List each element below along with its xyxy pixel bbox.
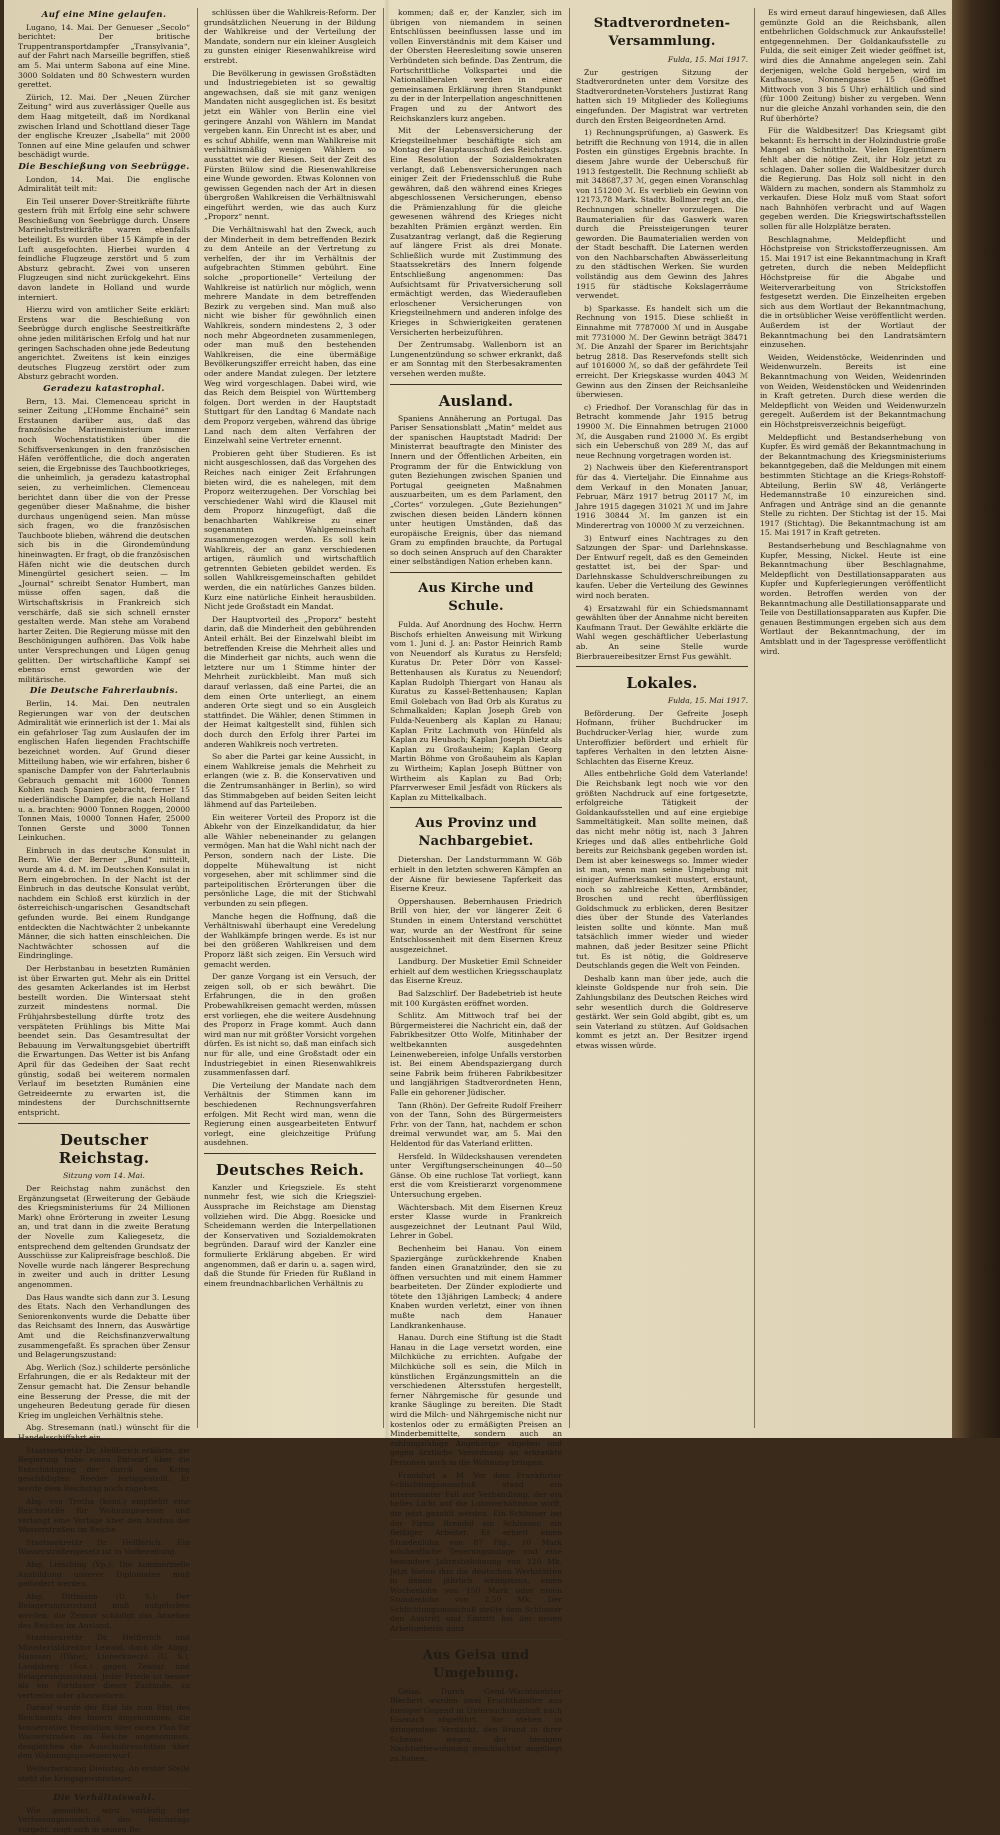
kanzler-continuation-paragraph: kommen; daß er, der Kanzler, sich im übrigen von niemandem in seinen Entschlüssen beeinflussen lasse und im vollen Einverständnis mit dem Kaiser und der Obersten Heeresleitung sowie unseren Verbündeten sich befinde. Das Zentrum, die Fortschrittliche Volkspartei und die Nationalliberalen werden in einer gemeinsamen Erklärung ihren Standpunkt zu der in der Interpellation angeschnittenen Fragen und zu der Antwort des Reichskanzlers kurz angeben. [390, 8, 562, 123]
lokales-paragraph: Für die Waldbesitzer! Das Kriegsamt gibt bekannt: Es herrscht in der Holzindustrie große Mangel an Schnittholz. Vielen Eigentümern fehlt aber die nötige Zeit, ihr Holz jetzt zu schlagen. Daher sollen die Waldbesitzer durch die Regierung. Das Holz soll nicht in den Wäldern zu machen, sondern als Stammholz zu verkaufen. Diese Holz muß vom Staat sofort nach Bahnhöfen verbracht und auf Wagen gegeben werden. Die Kriegswirtschaftsstellen sollen für alle Holzplätze beraten. [760, 126, 946, 232]
provinz-paragraph: Bechenheim bei Hanau. Von einem Spaziergänge zurückkehrende Knaben fanden einen Granatzünder, den sie zu öffnen versuchten und mit einem Hammer bearbeiteten. Der Zünder explodierte und tötete den 13jährigen Lambeck; 4 andere Knaben wurden verletzt, einer von ihnen mußte nach dem Hanauer Landkrankenhause. [390, 1243, 562, 1330]
column-4 [576, 8, 748, 1428]
reichstag-paragraph: Abg. Stresemann (natl.) wünscht für die Handelsschiffahrt ein. [18, 1423, 190, 1442]
reichstag-dateline: Sitzung vom 14. Mai. [63, 1170, 145, 1180]
reichstag-paragraph: Staatssekretär Dr. Helfferich erklärte, die Regierung habe einen Entwurf über die Entschädigung der durch den Krieg geschädigten Reeder fertiggestellt. Er werde dem Reichstag noch zugehen. [18, 1445, 190, 1493]
provinz-paragraph: Dietershan. Der Landsturmmann W. Göb erhielt in den letzten schweren Kämpfen an der Aisne für bewiesene Tapferkeit das Eiserne Kreuz. [390, 855, 562, 894]
reichstag-paragraph: Abg. von Trotha (kons.) empfiehlt eine Reichsstelle für Wohnungswesen und verlangt eine Vorlage über den Ausbau der Wasserstraßen im Reiche. [18, 1496, 190, 1535]
reichstag-heading: Deutscher Reichstag. [58, 1130, 150, 1167]
column-2 [204, 8, 376, 1428]
stadtv-paragraph: c) Friedhof. Der Voranschlag für das in Betracht kommende Jahr 1915 betrug 19900 ℳ. Die Einnahmen betrugen 21000 ℳ, die Ausgaben rund 21000 ℳ. Es ergibt sich ein Ueberschuß von 289 ℳ, das auf neue Rechnung vorgetragen worden ist. [576, 402, 748, 460]
wallenborn-paragraph: Der Zentrumsabg. Wallenborn ist an Lungenentzündung so schwer erkrankt, daß er am Sonntag mit den Sterbesakramenten versehen werden mußte. [390, 340, 562, 378]
fahrerlaubnis-paragraph: Berlin, 14. Mai. Den neutralen Regierungen war von der deutschen Admiralität wie erinnerlich ist der 1. Mai als ein gefahrloser Tag zum Auslaufen der im englischen Hafen liegenden Frachtschiffe bezeichnet worden. Auf Grund dieser Mitteilung haben, wie wir erfahren, bisher 6 spanische Dampfer von der Fahrterlaubnis Gebrauch gemacht mit 16000 Tonnen Kohlen nach Spanien gebracht, ferner 15 niederländische Dampfer, die nach Holland u. a. brachten: 9000 Tonnen Roggen, 20000 Tonnen Mais, 10000 Tonnen Hafer, 25000 Tonnen Gerste und 3000 Tonnen Leinkuchen. [18, 698, 190, 843]
verhaeltniswahl-heading: Die Verhältniswahl. [53, 1793, 155, 1804]
section-divider [390, 572, 562, 573]
reichstag-paragraph: Der Reichstag nahm zunächst den Ergänzungsetat (Erweiterung der Gebäude des Kriegsministeriums für 24 Millionen Mark) ohne Erörterung in zweiter Lesung an, und trat dann in die zweite Beratung der Novelle zum Kaliegesetz, die entsprechend dem geltenden Grundsatz der Ausschüsse zur Kalipreisfrage beschloß. Die Novelle wurde nach längerer Besprechung in zweiter und auch in dritter Lesung angenommen. [18, 1184, 190, 1290]
reichstag-paragraph: Abg. Werlich (Soz.) schilderte persönliche Erfahrungen, die er als Redakteur mit der Zensur gemacht hat. Die Zensur behandle eine Besserung der Presse, die mit der ungeheuren Bedeutung gerade für diesen Krieg im ungleichen Verhältnis stehe. [18, 1362, 190, 1420]
provinz-heading: Aus Provinz und Nachbargebiet. [415, 816, 537, 850]
mine-paragraph: Lugano, 14. Mai. Der Genueser „Secolo“ berichtet: Der britische Truppentransportdampfer „Transylvania“, auf der Fahrt nach Marseille begriffen, stieß am 5. Mai unterm Sabona auf eine Mine. 3000 Soldaten und 80 Schwestern wurden gerettet. [18, 22, 190, 90]
book-binding [952, 0, 1000, 1438]
newspaper-page [4, 0, 952, 1834]
provinz-paragraph: Frankfurt a. M. Vor dem Frankfurter Schlichtungsausschuß stand ein interessanter Fall zur Verhandlung, der ein helles Licht auf die Lohnverhältnisse wirft, die jetzt gezahlt werden. Ein Schlosser bei der Firma Brendel ein Schlosser, ein fleißiger Arbeiter. Er erhielt einen Stundenlohn von 87 Pfg., 10 Mark wöchentliche Teuerungszulage und eine besondere Jahresbelohnung von 120 Mk. Jetzt bieten ihm die deutschen Werkstätten in denen jährlich wenigstens, einen Wochenlohn von 150 Mark oder einen Stundenlohn von 2,50 Mk. Der Schlichtungsausschuß stellte dem Schlosser den Austritt und Eintritt bei der neuen Arbeitgeberin ganz. [390, 1470, 562, 1634]
reich-paragraph: Kanzler und Kriegsziele. Es steht nunmehr fest, wie sich die Kriegsziel-Aussprache im Reichstage am Dienstag vollziehen wird. Die Abgg. Roesicke und Scheidemann werden die Interpellationen der Konservativen und Sozialdemokraten begründen. Darauf wird der Kanzler eine formulierte Erklärung abgeben. Er wird angenommen, daß er darin u. a. sagen wird, daß die Stunde für Frieden für Rußland in einem freundnachbarlichen Verhältnis zu [204, 1182, 376, 1288]
kirche-paragraph: Fulda. Auf Anordnung des Hochw. Herrn Bischofs erhielten Anweisung mit Wirkung vom 1. Juni d. J. an: Pastor Heinrich Ramb von Neuendorf als Kuratus zu Hersfeld; Kuratus Dr. Peter Dörr von Kassel-Bettenhausen als Kuratus zu Neuendorf; Kaplan Rudolph Thiergart von Hanau als Kuratus zu Kassel-Bettenhausen; Kaplan Emil Golebach von Bad Orb als Kuratus zu Schmalkalden; Kaplan Joseph Greb von Fulda-Neuenberg als Kaplan zu Hanau; Kaplan Fritz Lachmuth von Hünfeld als Kaplan zu Heubach; Kaplan Joseph Dietz als Kaplan zu Großauheim; Kaplan Georg Martin Böhme von Großauheim als Kaplan zu Wirtheim; Kaplan Joseph Büttner von Wirtheim als Kaplan zu Bad Orb; Pfarrverweser Emil Jesfädt von Rückers als Kaplan zu Mittelkalbach. [390, 620, 562, 802]
column-rule [754, 8, 755, 1428]
katastrophal-paragraph: Bern, 13. Mai. Clemenceau spricht in seiner Zeitung „L’Homme Enchainé“ sein Erstaunen darüber aus, daß das französische Marineministerium immer noch Wochenstatistiken über die Schiffsversenkungen in den französischen Häfen veröffentliche, die doch angeraten seien, die Ergebnisse des Tauchbootkrieges, die unheimlich, ja geradezu katastrophal seien, zu verheimlichen. Clemenceau berichtet dann über die von der Presse gegenüber dieser Maßnahme, die bisher durchaus ungenügend seien. Man müsse sich fragen, wo die französischen Tauchboote blieben, während die deutschen sich bis in die Girondemündung hineinwagten. Er fragt, ob die französischen Häfen nicht wie die deutschen durch Minengürtel gesichert seien. — Im „Journal“ schreibt Senator Humbert, man müsse offen sagen, daß die Wirtschaftskrisis in Frankreich sich verschärfe, daß sie sich schnell ernster gestalten werde. Man stehe am Vorabend harter Zeiten. Die Regierung müsse mit den Beschönigungen aufhören. Das Volk habe unter Versprechungen und Lügen genug gelitten. Der wirtschaftliche Kampf sei ebenso ernst geworden wie der militärische. [18, 396, 190, 684]
provinz-paragraph: Bad Salzschlirf. Der Badebetrieb ist heute mit 100 Kurgästen eröffnet worden. [390, 989, 562, 1008]
stadtverordneten-heading: Stadtverordneten-Versammlung. [593, 16, 731, 49]
geisa-heading: Aus Geisa und Umgebung. [422, 1647, 530, 1681]
column-3 [390, 8, 562, 1763]
lokales-paragraph: Beförderung. Der Gefreite Joseph Hofmann, früher Buchdrucker im Buchdrucker-Verlag hier, wurde zum Unteroffizier befördert und erhielt für tapferes Verhalten in den letzten Aisne-Schlachten das Eiserne Kreuz. [576, 708, 748, 766]
ausland-heading: Ausland. [438, 391, 514, 410]
wahl-continuation-paragraph: schlüssen über die Wahlkreis-Reform. Der grundsätzlichen Neuerung in der Bildung der Wahlkreise und der Verteilung der Mandate, sondern nur ein kleiner Ausgleich zu gunsten einiger Riesenwahlkreise wird erstrebt. [204, 8, 376, 65]
column-rule [197, 8, 198, 1428]
stadtv-paragraph: b) Sparkasse. Es handelt sich um die Rechnung von 1915. Diese schließt in Einnahme mit 7787000 ℳ und in Ausgabe mit 7731000 ℳ. Der Gewinn beträgt 38471 ℳ. Die Anzahl der Sparer im Berichtsjahr betrug 2818. Das Reservefonds stellt sich auf 1016000 ℳ, so daß der gefährdete Teil erreicht. Der Kriegskasse wurden 4043 ℳ Gewinn aus den Zinsen der Reichsanleihe überwiesen. [576, 303, 748, 400]
section-divider [390, 1639, 562, 1640]
section-divider [576, 666, 748, 667]
fahrerlaubnis-heading: Die Deutsche Fahrerlaubnis. [29, 686, 179, 697]
lokales-paragraph: Bestandserhebung und Beschlagnahme von Kupfer, Messing, Nickel. Heute ist eine Bekanntmachung über Beschlagnahme, Meldepflicht von Destillationsapparaten aus Kupfer und Kupferlegierungen veröffentlicht worden. Betroffen werden von der Bekanntmachung alle Destillationsapparate und Teile von Destillationsapparaten aus Kupfer. Die genauen Bestimmungen ergeben sich aus dem Wortlaut der Bekanntmachung, der im Amtsblatt und in der Tagespresse veröffentlicht wird. [760, 541, 946, 656]
wahl-continuation-paragraph: Probieren geht über Studieren. Es ist nicht ausgeschlossen, daß das Vorgehen des Reiches nach einiger Zeit Erfahrungen bieten wird, die es nahelegen, mit dem Proporz weiterzugehen. Der Vorschlag bei verschiedener Wahl wird die Klausel mit dem Proporz hinzugefügt, daß die benachbarten Wahlkreise zu einer sogenannten Wahlgemeinschaft zusammengezogen werden. Es soll kein Wahlkreis, der an ganz verschiedenen artigen, räumlich und wirtschaftlich getrennten Gebieten gebildet werden. Es sollen Wahlkreisgemeinschaften gebildet werden, die ein natürliches Ganzes bilden. Kurz eine natürliche Einheit herausbilden. Nicht jede Großstadt ein Mandat. [204, 448, 376, 612]
lokales-dateline: Fulda, 15. Mai 1917. [667, 696, 748, 706]
seebruegge-paragraph: London, 14. Mai. Die englische Admiralität teilt mit: [18, 174, 190, 194]
geisa-paragraph: Geisa. Durch Gend.-Wachtmeister Blechert wurden zwei Fruchthändler aus hiesiger Gegend in Untersuchungshaft nach Eisenach abgeführt. Sie stehen in dringendem Verdacht, den Brand in ihrer Scheune wegen der hiesigen Nachbarbewohnung geschlachtet angeliegt zu haben. [390, 1686, 562, 1763]
stadtv-paragraph: 1) Rechnungsprüfungen, a) Gaswerk. Es betrifft die Rechnung von 1914, die in allen Posten ein günstiges Ergebnis brachte. In diesem Jahre wurde der Ueberschuß für 1913 festgestellt. Die Rechnung schließt ab mit 348687,37 ℳ, gegen einen Voranschlag von 151200 ℳ. Es verblieb ein Gewinn von 12173,78 Mark. Stadtv. Bollmer regt an, die Rechnungen schneller vorzulegen. Die Baumaterialien für das Gaswerk waren durch die Preissteigerungen teurer geworden. Die Baumaterialien werden von der Stadt beschafft. Die Laternen werden von den Nachbarschaften Abwässerleitung zu den städtischen Werken. Sie wurden vollständig aus dem Gewinn des Jahres 1915 für städtische Kokslagerräume verwendet. [576, 128, 748, 301]
provinz-paragraph: Hanau. Durch eine Stiftung ist die Stadt Hanau in die Lage versetzt worden, eine Milchküche zu errichten. Aufgabe der Milchküche soll es sein, die Milch in künstlichen Ergänzungsmitteln an die verschiedenen Altersstufen hergestellt, ferner Nährgemische für gesunde und kranke Säuglinge zu bereiten. Die Stadt wird die Milch- und Nährgemische nicht nur kostenlos oder zu ermäßigten Preisen an Minderbemittelte, sondern auch an zahlungsfähige Angehörige abgeben und gegen ärztliche Verordnung an erkrankte Personen auch in die Wohnung bringen. [390, 1333, 562, 1467]
lokales-paragraph: Weiden, Weidenstöcke, Weidenrinden und Weidenwurzeln. Bereits ist eine Bekanntmachung von Weiden, Weidenrinden von Weiden, Weidenstöcken und Weidenrinden in Kraft getreten. Durch diese werden die Meldepflicht von Weiden und Weidenwurzeln geregelt. Außerdem ist der Bekanntmachung ein Höchstpreisverzeichnis beigefügt. [760, 352, 946, 429]
kirche-schule-heading: Aus Kirche und Schule. [418, 581, 534, 615]
konsulat-paragraph: Einbruch in das deutsche Konsulat in Bern. Wie der Berner „Bund“ mitteilt, wurde am 4. d. M. im Deutschen Konsulat in Bern eingebrochen. In der Nacht ist der Einbruch in das deutsche Konsulat verübt, nachdem ein Schloß erst kürzlich in der österreichisch-ungarischen Gesandtschaft gefunden wurde. Bei einem Rundgange entdeckten die Nachtwächter 2 unbekannte Männer, die sich hatten einschleichen. Die Nachtwächter schossen auf die Eindringlinge. [18, 845, 190, 961]
wahl-continuation-paragraph: Der Hauptvorteil des „Proporz“ besteht darin, daß die Minderheit den gebührenden Anteil erhält. Bei der Einzelwahl bleibt im betreffenden Kreise die Mehrheit alles und die Minderheit gar nichts, auch wenn die letztere nur um 1 Stimme hinter der Mehrheit zurückbleibt. Man muß sich darauf verlassen, daß eine Partei, die an dem einen Orte unterliegt, an einem anderen Orte siegt und so ein Ausgleich stattfindet. Die Wähler, denen Stimmen in der Heimat kaltgestellt sind, fühlen sich doch durch den Erfolg ihrer Partei im anderen Wahlkreis noch vertreten. [204, 614, 376, 749]
wahl-continuation-paragraph: Die Bevölkerung in gewissen Großstädten und Industriegebieten ist so gewaltig angewachsen, daß sie mit ganz wenigen Mandaten nicht ausgeglichen ist. Es besitzt jetzt ein Wähler von Berlin eine viel geringere Anzahl von Wählern im Mandat vergeben kann. Ein Unrecht ist es aber, und es schuf Abhilfe, wenn man Wahlkreise mit verhältnismäßig wenigen Wählern so ausstattet wie der Riesen. Seit der Zeit des Fürsten Bülow sind die Riesenwahlkreise eine Wunde geworden. Etwas Kolonnen von gewissen Gegenden nach der Art in diesen übergroßen Wahlkreisen die Verhältniswahl eingeführt werden, wie das auch Kurz „Proporz“ nennt. [204, 68, 376, 222]
stadtv-paragraph: 2) Nachweis über den Kieferentransport für das 4. Vierteljahr. Die Einnahme aus dem Verkauf in den Monaten Januar, Februar, März 1917 betrug 20117 ℳ, im Jahre 1915 dagegen 31021 ℳ und im Jahre 1916 30844 ℳ. Im ganzen ist ein Minderertrag von 10000 ℳ zu verzeichnen. [576, 463, 748, 530]
katastrophal-heading: Geradezu katastrophal. [43, 383, 165, 394]
wahl-continuation-paragraph: Die Verteilung der Mandate nach dem Verhältnis der Stimmen kann im beschiedenen Rechnungsverfahren erfolgen. Mit Recht wird man, wenn die Regierung einen ausgearbeiteten Entwurf vorlegt, eine gleichzeitige Prüfung ausdehnen. [204, 1080, 376, 1148]
lebensversicherung-paragraph: Mit der Lebensversicherung der Kriegsteilnehmer beschäftigte sich am Montag der Hauptausschuß des Reichstags. Eine Resolution der Sozialdemokraten verlangt, daß Lebensversicherungen nach einiger Zeit der Friedensschluß die Ruhe gewähren, daß den während eines Krieges abgeschlossenen Versicherungen, ebenso die Prämienzahlung für die gleiche gewesenen während des Krieges nicht bezahlten Prämien ergänzt werden. Ein Zusatzantrag verlangt, daß die Regierung auf längere Frist als drei Monate. Schließlich wurde mit Zustimmung des Staatssekretärs des Innern folgende Entschließung angenommen: Das Aufsichtsamt für Privatversicherung soll ermächtigt werden, das Wiederaufleben erloschener Versicherungen von Kriegsteilnehmern und anderen infolge des Krieges in Schwierigkeiten geratenen Versicherten herbeizuführen. [390, 126, 562, 337]
wahl-continuation-paragraph: Die Verhältniswahl hat den Zweck, auch der Minderheit in dem betreffenden Bezirk zu dem Anteile an der Vertretung zu verhelfen, der ihr im Verhältnis der aufgebrachten Stimmen gebührt. Eine solche „proportionelle“ Verteilung der Wahlkreise ist natürlich nur möglich, wenn mehrere Mandate in dem betreffenden Bezirk zu vergeben sind. Man muß also nicht wie bisher für gewöhnlich einen Wahlkreis, sondern mindestens 2, 3 oder noch mehr Abgeordneten zusammenlegen, oder man muß den bestehenden Wahlkreisen, die eine übermäßige Bevölkerungsziffer erreicht haben, das eine oder andere Mandat zulegen. Der letztere Weg wird vorgeschlagen. Dabei wird, wie das Reich dem Beispiel von Württemberg folgen. Dort werden in der Hauptstadt Stuttgart für den Landtag 6 Mandate nach dem Proporz vergeben, während das übrige Land nach dem alten Verfahren der Einzelwahl seine Vertreter ernennt. [204, 225, 376, 446]
reichstag-paragraph: Staatssekretär Dr. Helfferich und Ministerialdirektor Lewald, dann die Abgg. Hanssen (Däne), Lieberknecht (U. S.), Landsberg (Soz.) gegen Zensur und Belagerungszustand. Jeder Friede ist besser als ein Fortdauer dieser Zustände, zu vertreten oder abzuwehren. [18, 1633, 190, 1700]
rumaenien-paragraph: Der Herbstanbau in besetzten Rumänien ist über Erwarten gut. Mehr als ein Drittel des gesamten Ackerlandes ist im Herbst bestellt worden. Die Wintersaat steht zurzeit mindestens normal. Die Frühjahrsbestellung dürfte trotz des verspäteten Frühlings bis Mitte Mai beendet sein. Das Gesamtresultat der Bebauung im Verwaltungsgebiet übertrifft die Erwartungen. Das Wetter ist bis Anfang April für das Gedeihen der Saat recht günstig, sodaß bei weiterem normalen Verlauf im besetzten Rumänien eine Getreideernte zu erwarten ist, die mindestens der Durchschnittsernte entspricht. [18, 964, 190, 1117]
lokales-paragraph: Es wird erneut darauf hingewiesen, daß Alles gemünzte Gold an die Reichsbank, allen entbehrlichen Goldschmuck zur Ankaufsstelle! entgegennehmen. Der Goldankaufsstelle zu Fulda, die seit einiger Zeit wieder geöffnet ist, wird dies die Annahme angelegen sein. Zahl derjenigen, welche Gold hergeben, wird im Kaufhause, Nonnengasse 15 (Geöffnet Mittwoch von 3 bis 5 Uhr) erhältlich und sind (für 1000 Zeitung) bisher zu vergeben. Wenn nur die gleiche Anzahl vorhanden sein, die den Ruf überhörte? [760, 8, 946, 123]
provinz-paragraph: Oppershausen. Bebernhausen Friedrich Brill von hier, der vor längerer Zeit 6 Stunden in einem Unterstand verschüttet war, wurde an der Westfront für seine Entschlossenheit mit dem Eisernen Kreuz ausgezeichnet. [390, 896, 562, 954]
lokales-heading: Lokales. [626, 674, 698, 693]
stadtverordneten-dateline: Fulda, 15. Mai 1917. [667, 55, 748, 64]
wahl-continuation-paragraph: Ein weiterer Vorteil des Proporz ist die Abkehr von der Einzelkandidatur, da hier alle Wähler nebeneinander zu gelangen vermögen. Man hat die Wahl nicht nach der Person, sondern nach der Liste. Die doppelte Mühewaltung ist nicht vorgesehen, aber mit schlimmer sind die parteipolitischen Erörterungen über die persönliche Lage, die mit der Stichwahl verbunden zu sein pflegen. [204, 812, 376, 909]
provinz-paragraph: Schlitz. Am Mittwoch traf bei der Bürgermeisterei die Nachricht ein, daß der Fabrikbesitzer Otto Wolfe, Mitinhaber der weltbekannten ausgedehnten Leinenwebereien, infolge Unfalls verstorben ist. Bei einem Abendspaziergang durch seine Fabrik beim früheren Fabrikbesitzer und langjährigen Stadtverordneten Henn, Falle ein gehorener Jüdischer. [390, 1011, 562, 1097]
column-1 [18, 8, 190, 1834]
lokales-paragraph: Meldepflicht und Bestandserhebung von Kupfer. Es wird gemäß der Bekanntmachung in der Bekanntmachung des Kriegsministeriums bekanntgegeben, daß die Meldungen mit einem bestimmten Stichtage an die Kriegs-Rohstoff-Abteilung, Berlin SW 48, Verlängerte Hedemannstraße 10 einzureichen sind. Anfragen und Anträge sind an die genannte Stelle zu richten. Der Stichtag ist der 15. Mai 1917 (Stichtag). Die Bekanntmachung ist am 15. Mai 1917 in Kraft getreten. [760, 432, 946, 538]
provinz-paragraph: Wächtersbach. Mit dem Eisernen Kreuz erster Klasse wurde in Frankreich ausgezeichnet der Leutnant Paul Wild, Lehrer in Gobel. [390, 1202, 562, 1241]
verhaeltniswahl-paragraph: Wie gemeldet, wird vorläufig der Verfassungsausschuß des Reichstags vorgeht, zeigt sich in seinen Be- [18, 1805, 190, 1834]
provinz-paragraph: Hersfeld. In Wildeckshausen verendeten unter Vergiftungserscheinungen 40—50 Gänse. Ob eine ruchlose Tat vorliegt, kann erst die vom Kreistierarzt vorgenommene Untersuchung ergeben. [390, 1151, 562, 1199]
section-divider [18, 1788, 190, 1789]
reichstag-paragraph: Darauf wurde der Etat bis zum Etat des Reichsamts des Innern angenommen, die konservative Resolution über einen Plan für Wasserstraßen im Reiche angenommen, desgleichen die Ausschußresolution über den Wohnungsgesetzentwurf. [18, 1703, 190, 1761]
section-divider [390, 807, 562, 808]
mine-paragraph: Zürich, 12. Mai. Der „Neuen Zürcher Zeitung“ wird aus zuverlässiger Quelle aus dem Haag mitgeteilt, daß im Nordkanal zwischen Irland und Schottland dieser Tage der englische Kreuzer „Isabella“ mit 2000 Tonnen auf eine Mine gelaufen und schwer beschädigt wurde. [18, 92, 190, 160]
reichstag-paragraph: Abg. Dittmann (U. S.): Der Belagerungszustand muß aufgehoben werden; die Zensur schädigt das Ansehen des Reiches im Ausland. [18, 1591, 190, 1630]
provinz-paragraph: Tann (Rhön). Der Gefreite Rudolf Freiherr von der Tann, Sohn des Bürgermeisters Frhr. von der Tann, hat, nachdem er schon dreimal verwundet war, am 5. Mai den Heldentod für das Vaterland erlitten. [390, 1100, 562, 1148]
deutsches-reich-heading: Deutsches Reich. [215, 1160, 365, 1179]
column-5 [760, 8, 946, 1428]
wahl-continuation-paragraph: So aber die Partei gar keine Aussicht, in einem Wahlkreise jemals die Mehrheit zu erlangen (wie z. B. die Konservativen und die Zentrumsanhänger in Berlin), so wird das Stimmabgeben auf beiden Seiten leicht lähmend auf das Parteileben. [204, 752, 376, 810]
provinz-paragraph: Landburg. Der Musketier Emil Schneider erhielt auf dem westlichen Kriegsschauplatz das Eiserne Kreuz. [390, 957, 562, 986]
reichstag-paragraph: Weiterberatung Dienstag. An erster Stelle steht die Kriegsgewinnsteuer. [18, 1763, 190, 1783]
seebruegge-paragraph: Hierzu wird von amtlicher Seite erklärt: Erstens war die Beschießung von Seebrügge durch englische Seestreitkräfte ohne jeden militärischen Erfolg und hat nur geringen Sachschaden ohne jede Bedeutung angerichtet. Zweitens ist kein einziges deutsches Flugzeug zerstört oder zum Absturz gebracht worden. [18, 305, 190, 382]
seebruegge-paragraph: Ein Teil unserer Dover-Streitkräfte führte gestern früh mit Erfolg eine sehr schwere Beschießung von Seebrügge durch. Unsere Marineluftstreitkräfte waren ebenfalls beteiligt. Es wurden über 15 Kämpfe in der Luft ausgefochten. Hierbei wurden 4 feindliche Flugzeuge zerstört und 5 zum Absturz gebracht. Zwei von unseren Flugzeugen sind nicht zurückgekehrt. Eins davon landete in Holland und wurde interniert. [18, 196, 190, 302]
stadtv-paragraph: Zur gestrigen Sitzung der Stadtverordneten unter dem Vorsitze des Stadtverordneten-Vorstehers Justizrat Rang hatten sich 19 Mitglieder des Kollegiums eingefunden. Der Magistrat war vertreten durch den Ersten Beigeordneten Arnd. [576, 67, 748, 125]
ausland-paragraph: Spaniens Annäherung an Portugal. Das Pariser Sensationsblatt „Matin“ meldet aus der spanischen Hauptstadt Madrid: Der Ministerrat beauftragte den Minister des Innern und der Öffentlichen Arbeiten, ein Programm der für die Entwicklung von guten Beziehungen zwischen Spanien und Portugal geeigneten Maßnahmen auszuarbeiten, um es dem Parlament, den „Cortes“ vorzulegen. „Gute Beziehungen“ zwischen diesen beiden Ländern können unter heutigen Umständen, daß das europäische Ereignis, über das niemand Gram zu empfinden brauchte, da Portugal so doch seinen Anspruch auf den Charakter einer selbständigen Nation erheben kann. [390, 413, 562, 567]
section-divider [18, 1123, 190, 1124]
wahl-continuation-paragraph: Der ganze Vorgang ist ein Versuch, der zeigen soll, ob er sich bewährt. Die Erfahrungen, die in den großen Probewahlkreisen gemacht werden, müssen erst vorliegen, ehe die weitere Ausdehnung des Proporz in Frage kommt. Auch dann wird man nur mit größter Vorsicht vorgehen dürfen. Es ist nicht so, daß man einfach sich nur für alle, und eine Großstadt oder ein Industriegebiet in einen Riesenwahlkreis zusammenfassen darf. [204, 972, 376, 1078]
lokales-paragraph: Alles entbehrliche Gold dem Vaterlande! Die Reichsbank legt noch wie vor den größten Nachdruck auf eine fortgesetzte, erfolgreiche Tätigkeit der Goldankaufsstellen und auf eine ergiebige Sammeltätigkeit. Man sollte meinen, daß das nicht mehr nötig ist, nach 3 Jahren Krieges und daß alles entbehrliche Gold bereits zur Reichsbank gegeben worden ist. Dem ist aber keineswegs so. Immer wieder ist man, wenn man seine Umgebung mit einiger Aufmerksamkeit mustert, erstaunt, noch so zahlreiche Ketten, Armbänder, Broschen und recht überflüssigen Goldschmuck zu erblicken, deren Besitzer dies über der Stunde des Vaterlandes leisten sollte und könnte. Man muß tatsächlich immer wieder und wieder mahnen, daß jeder Besitzer seine Pflicht tut. Es ist nötig, die Goldreserve Deutschlands gegen die Welt von Feinden. [576, 769, 748, 971]
reichstag-paragraph: Das Haus wandte sich dann zur 3. Lesung des Etats. Nach den Verhandlungen des Seniorenkonvents wurde die Debatte über das Reichsamt des Innern, das Auswärtige Amt und die Reichsfinanzverwaltung zusammengefaßt. Es sprachen über Zensur und Belagerungszustand: [18, 1292, 190, 1360]
reichstag-paragraph: Abg. Liesching (Vp.): Die kommerzielle Ausbildung unserer Diplomaten muß gefördert werden. [18, 1560, 190, 1589]
lokales-paragraph: Deshalb kann man über jede, auch die kleinste Goldspende nur froh sein. Die Zahlungsbilanz des Deutschen Reiches wird sehr wesentlich durch die Goldreserve gestärkt. Wer sein Gold abgibt, gibt es, um sein Vaterland zu stützen. Auf Goldsachen kommt es jetzt an. Der Besitzer irgend etwas wissen würde. [576, 973, 748, 1050]
seebruegge-heading: Die Beschießung von Seebrügge. [18, 161, 190, 172]
section-divider [390, 384, 562, 385]
wahl-continuation-paragraph: Manche hegen die Hoffnung, daß die Verhältniswahl überhaupt eine Veredelung der Wahlkämpfe bringen werde. Es ist nur bei den größeren Wahlkreisen und dem Proporz läßt sich zeigen. Ein Versuch wird gemacht werden. [204, 911, 376, 969]
stadtv-paragraph: 4) Ersatzwahl für ein Schiedsmannamt gewählten über der Annahme nicht bereiten Kaufmann Traut. Der Gewählte erklärte die Wahl wegen geschäftlicher Ueberlastung ab. An seine Stelle wurde Bierbrauereibesitzer Ernst Fus gewählt. [576, 603, 748, 661]
reichstag-paragraph: Staatssekretär Dr. Helfferich: Ein Wasserstraßengesetz ist in Vorbereitung. [18, 1537, 190, 1557]
stadtv-paragraph: 3) Entwurf eines Nachtrages zu den Satzungen der Spar- und Darlehnskasse. Der Entwurf regelt, daß es den Gemeinden gestattet ist, bei der Spar- und Darlehnskasse Schuldverschreibungen zu kaufen. Ueber die Verteilung des Gewinnes wird noch beraten. [576, 533, 748, 601]
column-rule [569, 8, 570, 1428]
mine-heading: Auf eine Mine gelaufen. [41, 10, 167, 20]
lokales-paragraph: Beschlagnahme, Meldepflicht und Höchstpreise von Strickstofferzeugnissen. Am 15. Mai 1917 ist eine Bekanntmachung in Kraft getreten, durch die neben Meldepflicht Höchstpreise für die Abgabe und Weiterverarbeitung von Strickstoffen festgesetzt werden. Die Einzelheiten ergeben sich aus dem Wortlaut der Bekanntmachung, die in ortsüblicher Weise veröffentlicht werden. Außerdem ist der Wortlaut der Bekanntmachung bei den Landratsämtern einzusehen. [760, 234, 946, 350]
section-divider [204, 1153, 376, 1154]
